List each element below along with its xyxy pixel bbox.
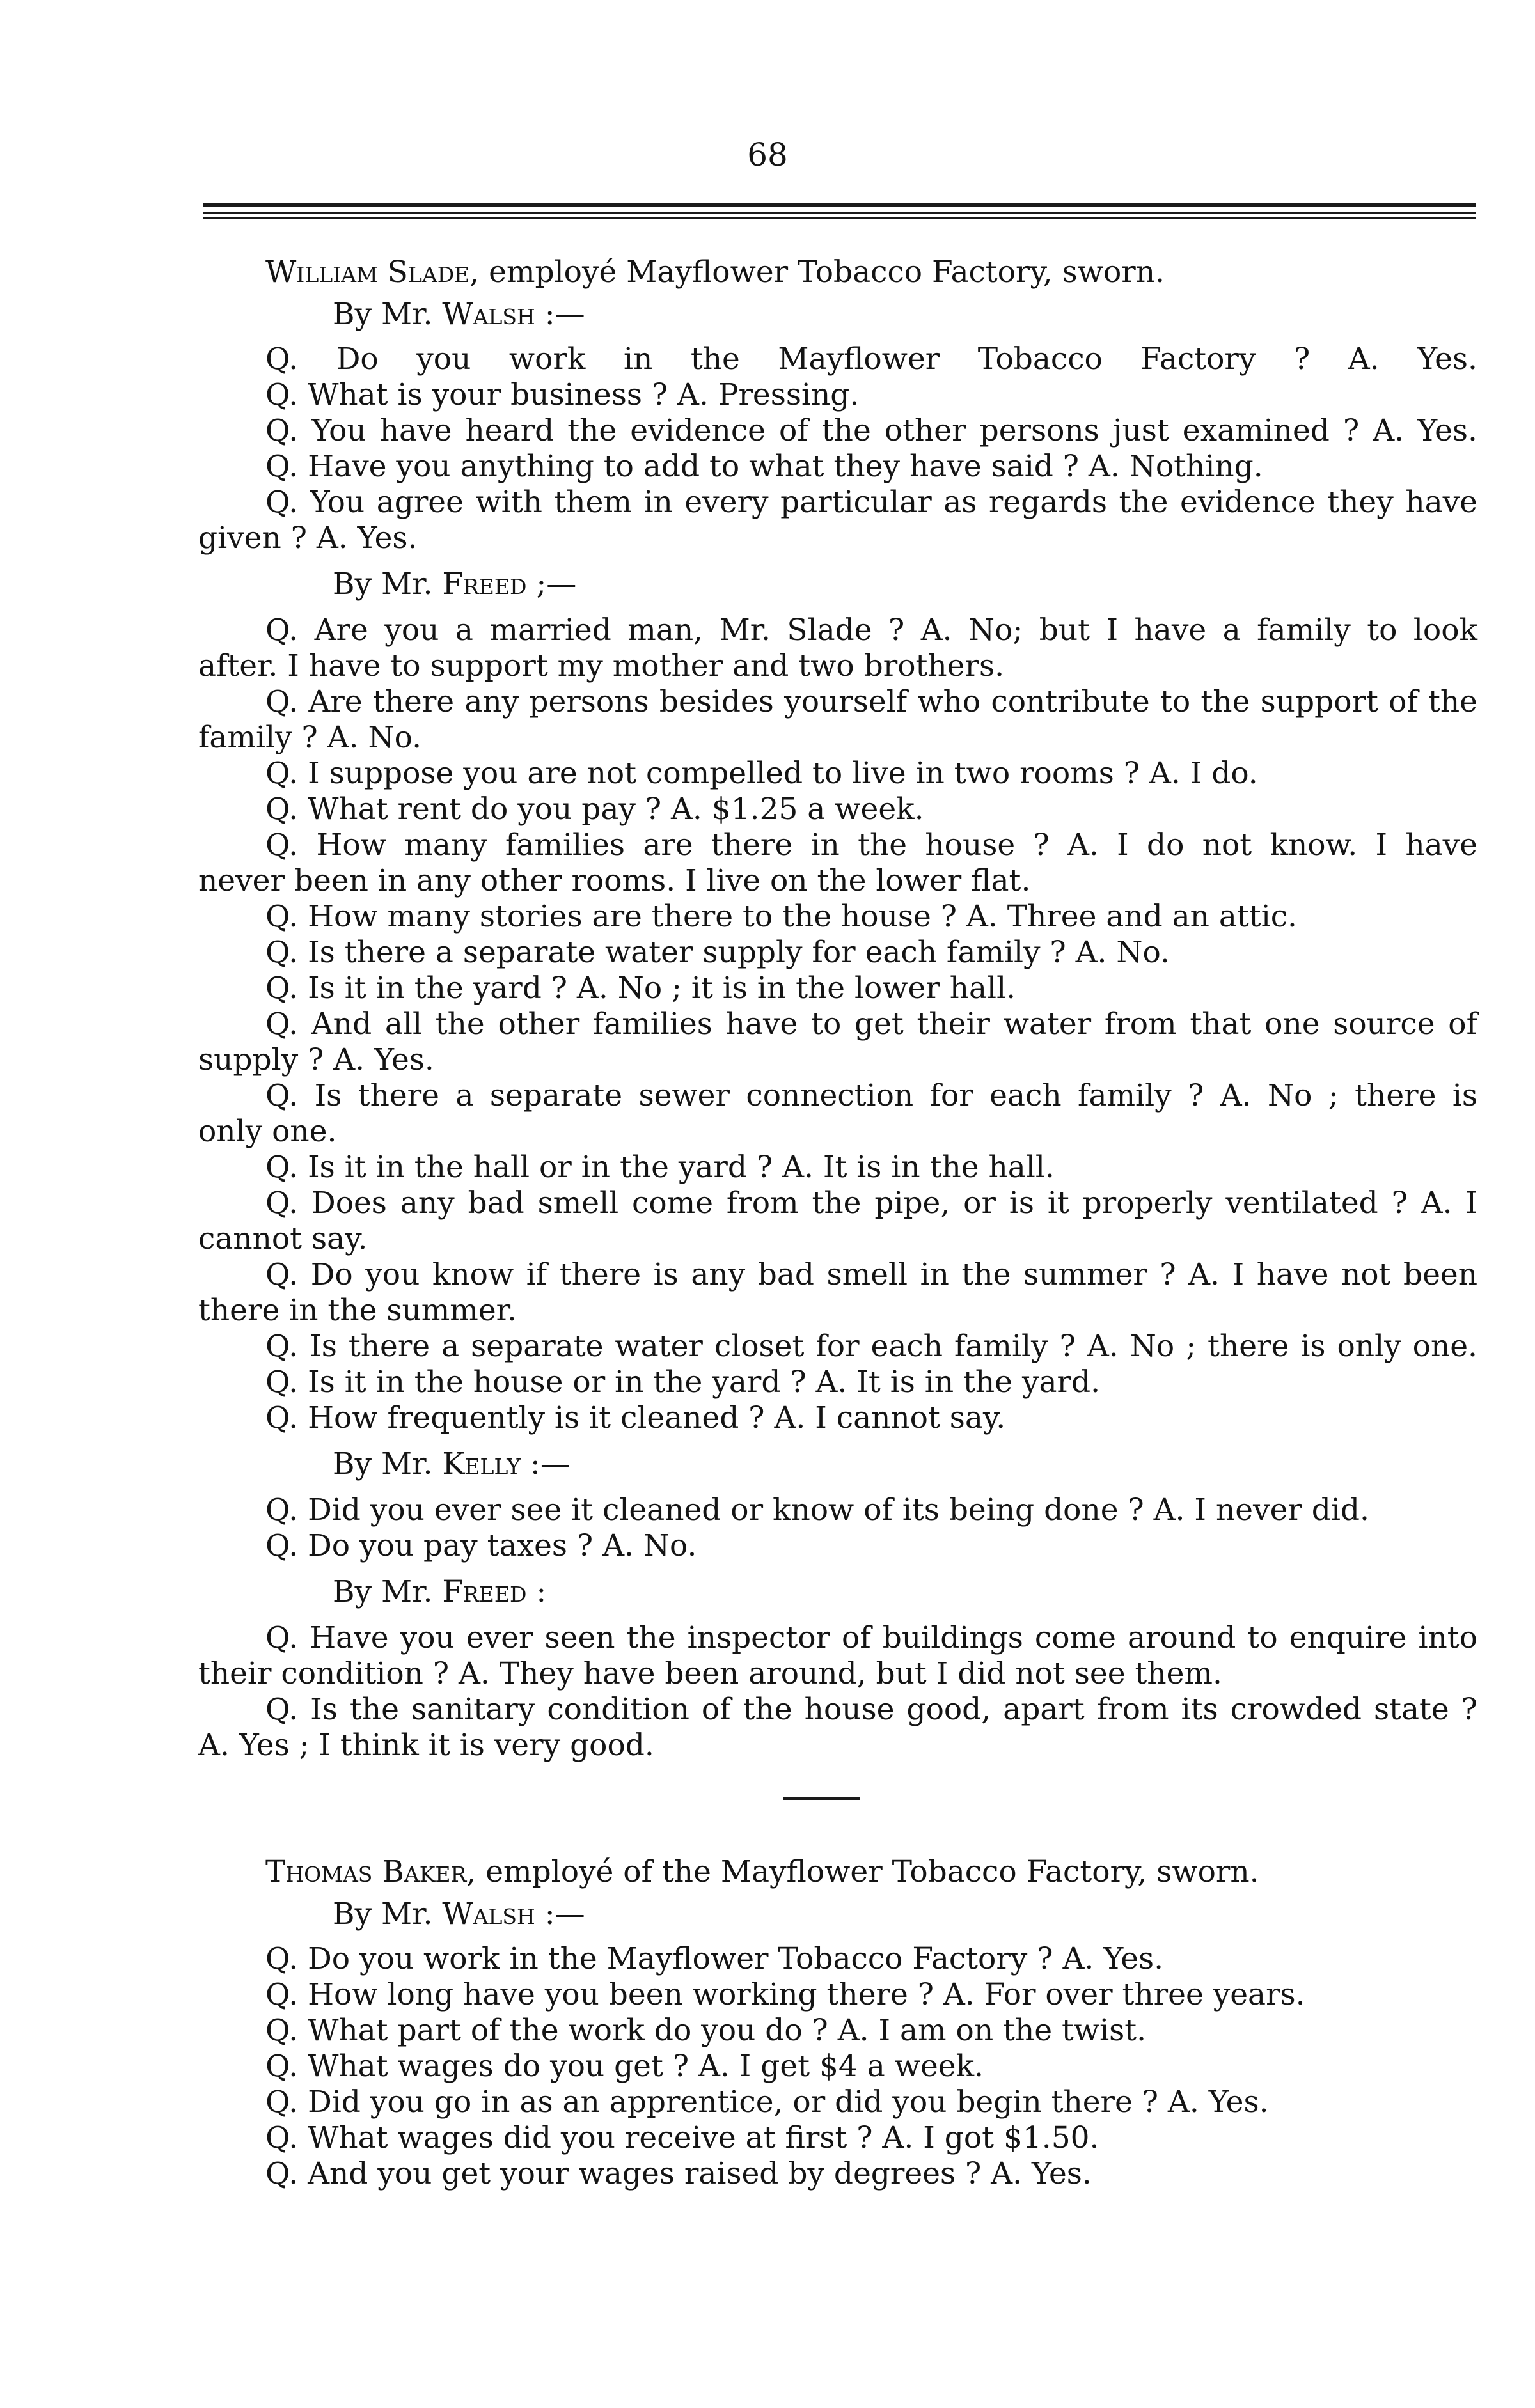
qa-line: Q. Do you work in the Mayflower Tobacco Factory ? A. Yes. xyxy=(265,1941,1164,1976)
qa-line: Q. What rent do you pay ? A. $1.25 a week. xyxy=(265,792,924,827)
examiner-line: By Mr. Walsh :— xyxy=(333,297,585,332)
page-number: 68 xyxy=(747,136,788,173)
qa-line: Q. Is there a separate sewer connection for each family ? A. No ; there is xyxy=(265,1078,1477,1113)
qa-line: Q. Does any bad smell come from the pipe, or is it properly ventilated ? A. I xyxy=(265,1185,1477,1221)
qa-line: Q. How many stories are there to the house ? A. Three and an attic. xyxy=(265,899,1297,934)
qa-line: supply ? A. Yes. xyxy=(198,1042,434,1077)
witness-heading xyxy=(265,254,1535,290)
witness-heading-text: employé Mayflower Tobacco Factory, sworn. xyxy=(479,254,1165,290)
qa-line: Q. How many families are there in the house ? A. I do not know. I have xyxy=(265,827,1477,863)
qa-line: Q. Have you anything to add to what they have said ? A. Nothing. xyxy=(265,449,1263,484)
qa-line: Q. Is it in the hall or in the yard ? A. It is in the hall. xyxy=(265,1150,1055,1185)
qa-line: Q. Is there a separate water closet for each family ? A. No ; there is only one. xyxy=(265,1329,1477,1364)
qa-line: Q. How frequently is it cleaned ? A. I cannot say. xyxy=(265,1400,1006,1435)
qa-line: A. Yes ; I think it is very good. xyxy=(198,1728,654,1763)
qa-line: Q. Is the sanitary condition of the house good, apart from its crowded state ? xyxy=(265,1692,1477,1727)
qa-line: Q. Have you ever seen the inspector of buildings come around to enquire into xyxy=(265,1620,1477,1655)
qa-line: Q. You have heard the evidence of the other persons just examined ? A. Yes. xyxy=(265,413,1477,448)
witness-heading xyxy=(265,1854,1535,1890)
qa-line: cannot say. xyxy=(198,1221,368,1256)
qa-line: Q. What wages did you receive at first ? A. I got $1.50. xyxy=(265,2120,1099,2155)
qa-line: never been in any other rooms. I live on the lower flat. xyxy=(198,863,1031,898)
qa-line: Q. Are there any persons besides yourself who contribute to the support of the xyxy=(265,684,1477,719)
qa-line: Q. Is it in the house or in the yard ? A. It is in the yard. xyxy=(265,1364,1101,1400)
section-separator xyxy=(783,1797,860,1800)
qa-line: there in the summer. xyxy=(198,1293,517,1328)
qa-line: Q. Do you know if there is any bad smell in the summer ? A. I have not been xyxy=(265,1257,1477,1292)
qa-line: their condition ? A. They have been around, but I did not see them. xyxy=(198,1656,1222,1691)
witness-heading-text: employé of the Mayflower Tobacco Factory, sworn. xyxy=(476,1854,1259,1889)
qa-line: Q. What is your business ? A. Pressing. xyxy=(265,377,860,412)
qa-line: after. I have to support my mother and two brothers. xyxy=(198,648,1005,684)
witness-name: William Slade, xyxy=(265,254,480,290)
qa-line: Q. How long have you been working there ? A. For over three years. xyxy=(265,1977,1305,2012)
examiner-name: Walsh xyxy=(442,297,535,332)
examiner-name: Kelly xyxy=(442,1446,521,1482)
qa-line: Q. Are you a married man, Mr. Slade ? A. No; but I have a family to look xyxy=(265,613,1477,648)
qa-line: Q. And you get your wages raised by degrees ? A. Yes. xyxy=(265,2156,1092,2191)
qa-line: given ? A. Yes. xyxy=(198,520,418,556)
qa-line: Q. Did you ever see it cleaned or know of its being done ? A. I never did. xyxy=(265,1492,1369,1528)
examiner-line: By Mr. Kelly :— xyxy=(333,1446,571,1482)
qa-line: Q. You agree with them in every particular as regards the evidence they have xyxy=(265,485,1477,520)
header-rule xyxy=(203,203,1476,220)
examiner-line: By Mr. Walsh :— xyxy=(333,1896,585,1932)
examiner-name: Freed xyxy=(442,567,527,602)
qa-line: Q. Do you pay taxes ? A. No. xyxy=(265,1528,697,1563)
examiner-name: Freed xyxy=(442,1574,527,1609)
qa-line: Q. Did you go in as an apprentice, or did you begin there ? A. Yes. xyxy=(265,2084,1269,2120)
qa-line: Q. And all the other families have to get their water from that one source of xyxy=(265,1006,1477,1042)
qa-line: Q. Do you work in the Mayflower Tobacco Factory ? A. Yes. xyxy=(265,341,1477,377)
qa-line: Q. What wages do you get ? A. I get $4 a week. xyxy=(265,2049,984,2084)
qa-line: Q. I suppose you are not compelled to live in two rooms ? A. I do. xyxy=(265,756,1258,791)
examiner-line: By Mr. Freed : xyxy=(333,1574,547,1609)
examiner-name: Walsh xyxy=(442,1896,535,1932)
qa-line: Q. What part of the work do you do ? A. I am on the twist. xyxy=(265,2013,1147,2048)
qa-line: only one. xyxy=(198,1114,337,1149)
qa-line: family ? A. No. xyxy=(198,720,422,755)
qa-line: Q. Is it in the yard ? A. No ; it is in the lower hall. xyxy=(265,971,1016,1006)
witness-name: Thomas Baker, xyxy=(265,1854,476,1889)
examiner-line: By Mr. Freed ;— xyxy=(333,567,577,602)
qa-line: Q. Is there a separate water supply for each family ? A. No. xyxy=(265,935,1170,970)
